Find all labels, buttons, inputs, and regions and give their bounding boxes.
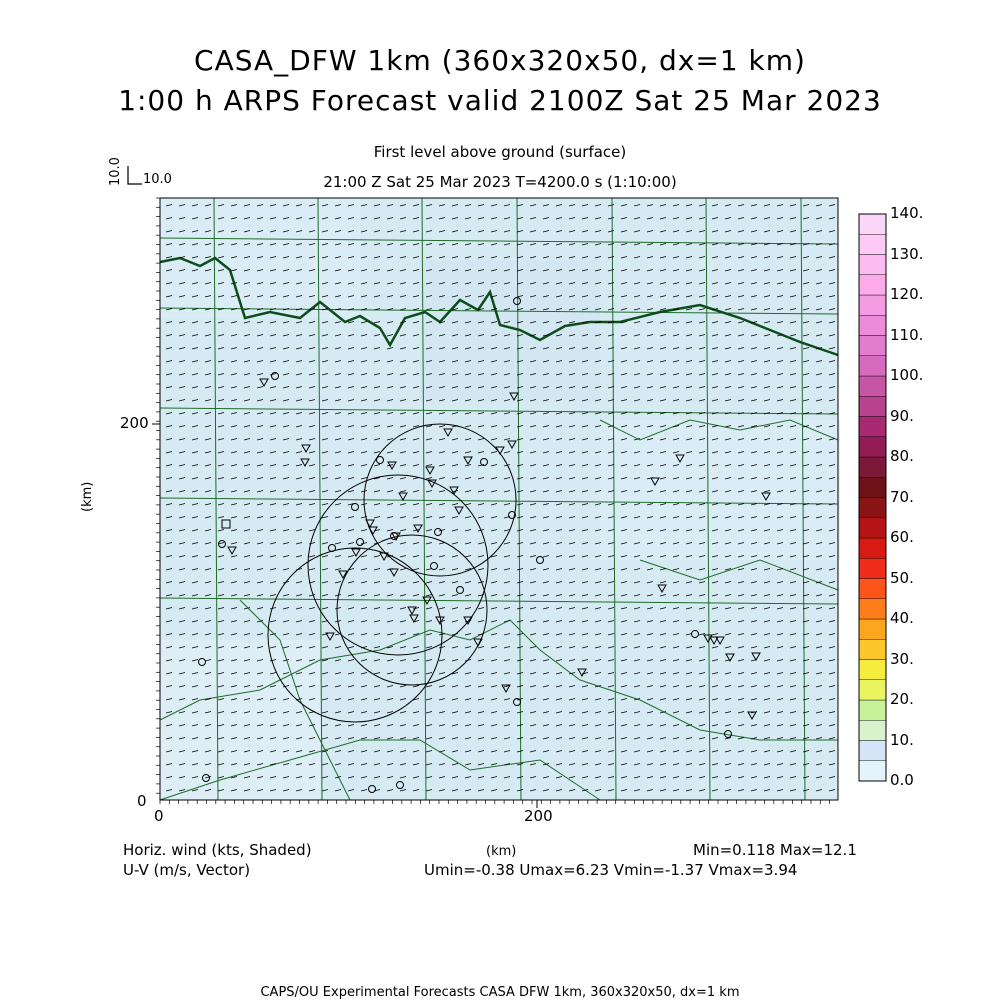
colorbar-swatch: [859, 477, 886, 497]
colorbar-swatch: [859, 518, 886, 538]
shade-patch: [160, 640, 320, 800]
colorbar-label: 20.: [890, 690, 914, 708]
shade-patch: [300, 560, 540, 720]
uv-range-label: Umin=-0.38 Umax=6.23 Vmin=-1.37 Vmax=3.94: [424, 861, 798, 879]
colorbar-swatch: [859, 741, 886, 761]
colorbar-label: 70.: [890, 487, 914, 506]
x-axis-label: (km): [486, 844, 517, 859]
colorbar-label: 80.: [890, 447, 914, 465]
colorbar-swatch: [859, 498, 886, 518]
x-tick-0: 0: [154, 807, 164, 825]
colorbar-swatch: [859, 336, 886, 356]
colorbar-swatch: [859, 295, 886, 315]
colorbar: [859, 214, 886, 781]
legend-horiz-wind: Horiz. wind (kts, Shaded): [123, 841, 312, 859]
colorbar-label: 130.: [890, 244, 924, 263]
ref-vector-vertical-label: 10.0: [108, 157, 123, 186]
footer: CAPS/OU Experimental Forecasts CASA DFW 1km, 360x320x50, dx=1 km: [260, 985, 740, 1000]
colorbar-swatch: [859, 720, 886, 740]
colorbar-label: 110.: [890, 325, 924, 344]
colorbar-swatch: [859, 417, 886, 437]
colorbar-swatch: [859, 275, 886, 295]
shade-patch: [420, 260, 600, 400]
colorbar-swatch: [859, 437, 886, 457]
colorbar-label: 140.: [890, 204, 924, 222]
colorbar-swatch: [859, 376, 886, 396]
colorbar-label: 100.: [890, 366, 924, 384]
shade-patch: [600, 420, 840, 560]
colorbar-label: 0.0: [890, 771, 914, 789]
colorbar-swatch: [859, 639, 886, 659]
min-max-label: Min=0.118 Max=12.1: [693, 841, 857, 859]
legend-uv-vector: U-V (m/s, Vector): [123, 861, 251, 879]
colorbar-swatch: [859, 356, 886, 376]
colorbar-swatch: [859, 214, 886, 234]
colorbar-swatch: [859, 660, 886, 680]
colorbar-swatch: [859, 579, 886, 599]
colorbar-swatch: [859, 234, 886, 254]
colorbar-swatch: [859, 761, 886, 781]
colorbar-label: 60.: [890, 528, 914, 546]
subtitle-time: 21:00 Z Sat 25 Mar 2023 T=4200.0 s (1:10:00): [323, 173, 677, 191]
y-tick-0: 0: [137, 792, 147, 810]
y-axis-label: (km): [80, 481, 95, 512]
title-line-2: 1:00 h ARPS Forecast valid 2100Z Sat 25 Mar 2023: [118, 84, 882, 117]
x-tick-200: 200: [524, 807, 553, 825]
colorbar-swatch: [859, 619, 886, 639]
colorbar-label: 10.: [890, 730, 914, 749]
colorbar-swatch: [859, 538, 886, 558]
colorbar-label: 40.: [890, 609, 914, 627]
shade-patch: [160, 198, 360, 318]
colorbar-swatch: [859, 680, 886, 700]
colorbar-label: 120.: [890, 285, 924, 303]
colorbar-label: 90.: [890, 406, 914, 425]
colorbar-swatch: [859, 255, 886, 275]
colorbar-swatch: [859, 396, 886, 416]
ref-vector-horizontal-label: 10.0: [143, 172, 172, 187]
colorbar-label: 50.: [890, 568, 914, 587]
colorbar-swatch: [859, 599, 886, 619]
title-line-1: CASA_DFW 1km (360x320x50, dx=1 km): [194, 44, 806, 77]
colorbar-swatch: [859, 457, 886, 477]
subtitle-level: First level above ground (surface): [373, 143, 627, 161]
colorbar-swatch: [859, 558, 886, 578]
colorbar-swatch: [859, 700, 886, 720]
colorbar-swatch: [859, 315, 886, 335]
y-tick-200: 200: [120, 414, 149, 432]
wind-field-map: [128, 166, 840, 808]
colorbar-label: 30.: [890, 649, 914, 668]
reference-vector: [128, 166, 142, 184]
